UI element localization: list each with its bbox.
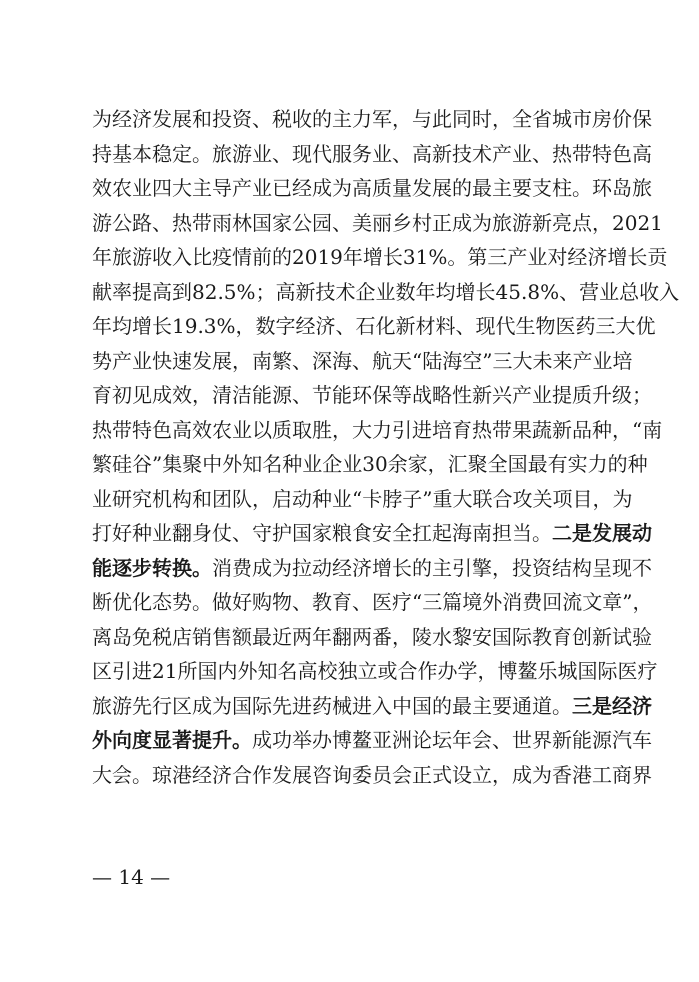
text-line (92, 344, 633, 379)
text-line (92, 275, 680, 310)
text-line (92, 171, 652, 206)
text-segment: 年均增长19.3%，数字经济、石化新材料、现代生物医药三大优 (92, 314, 656, 338)
text-line (92, 240, 668, 275)
text-line (92, 378, 652, 413)
text-line (92, 551, 652, 586)
text-line (92, 447, 648, 482)
text-line (92, 516, 652, 551)
text-segment: 热带特色高效农业以质取胜，大力引进培育热带果蔬新品种，“南 (92, 417, 663, 442)
text-line (92, 689, 652, 724)
text-line (92, 758, 652, 793)
text-segment: 业研究机构和团队，启动种业“卡脖子”重大联合攻关项目，为 (92, 486, 633, 511)
text-segment: 效农业四大主导产业已经成为高质量发展的最主要支柱。环岛旅 (92, 176, 652, 200)
text-line (92, 723, 652, 758)
text-segment: 大会。琼港经济合作发展咨询委员会正式设立，成为香港工商界 (92, 762, 652, 787)
text-line (92, 413, 663, 448)
text-segment: 持基本稳定。旅游业、现代服务业、高新技术产业、热带特色高 (92, 141, 652, 166)
text-line (92, 206, 663, 241)
text-line (92, 102, 652, 137)
text-segment: 游公路、热带雨林国家公园、美丽乡村正成为旅游新亮点，2021 (92, 210, 663, 235)
body-text (92, 102, 680, 792)
bold-heading-text: 二是发展动 (552, 521, 652, 545)
text-line (92, 585, 653, 620)
text-segment: 打好种业翻身仗、守护国家粮食安全扛起海南担当。 (92, 521, 552, 545)
text-segment: 离岛免税店销售额最近两年翻两番，陵水黎安国际教育创新试验 (92, 624, 652, 649)
text-segment: 年旅游收入比疫情前的2019年增长31%。第三产业对经济增长贡 (92, 245, 668, 269)
text-segment: 势产业快速发展，南繁、深海、航天“陆海空”三大未来产业培 (92, 348, 633, 373)
text-line (92, 309, 656, 344)
text-segment: 旅游先行区成为国际先进药械进入中国的最主要通道。 (92, 693, 572, 718)
page-number: — 14 — (92, 865, 171, 889)
text-segment: 献率提高到82.5%；高新技术企业数年均增长45.8%、营业总收入 (92, 279, 680, 304)
text-segment: 成功举办博鳌亚洲论坛年会、世界新能源汽车 (252, 728, 652, 752)
bold-heading-text: 外向度显著提升。 (92, 728, 252, 752)
text-segment: 育初见成效，清洁能源、节能环保等战略性新兴产业提质升级； (92, 383, 652, 407)
text-segment: 为经济发展和投资、税收的主力军，与此同时，全省城市房价保 (92, 107, 652, 131)
bold-heading-text: 能逐步转换。 (92, 555, 212, 580)
text-segment: 区引进21所国内外知名高校独立或合作办学，博鳌乐城国际医疗 (92, 659, 658, 683)
text-line (92, 620, 652, 655)
text-line (92, 482, 633, 517)
bold-heading-text: 三是经济 (572, 693, 652, 718)
text-segment: 断优化态势。做好购物、教育、医疗“三篇境外消费回流文章”， (92, 590, 653, 614)
text-line (92, 654, 658, 689)
text-segment: 消费成为拉动经济增长的主引擎，投资结构呈现不 (212, 555, 652, 580)
text-line (92, 137, 652, 172)
text-segment: 繁硅谷”集聚中外知名种业企业30余家，汇聚全国最有实力的种 (92, 452, 648, 476)
